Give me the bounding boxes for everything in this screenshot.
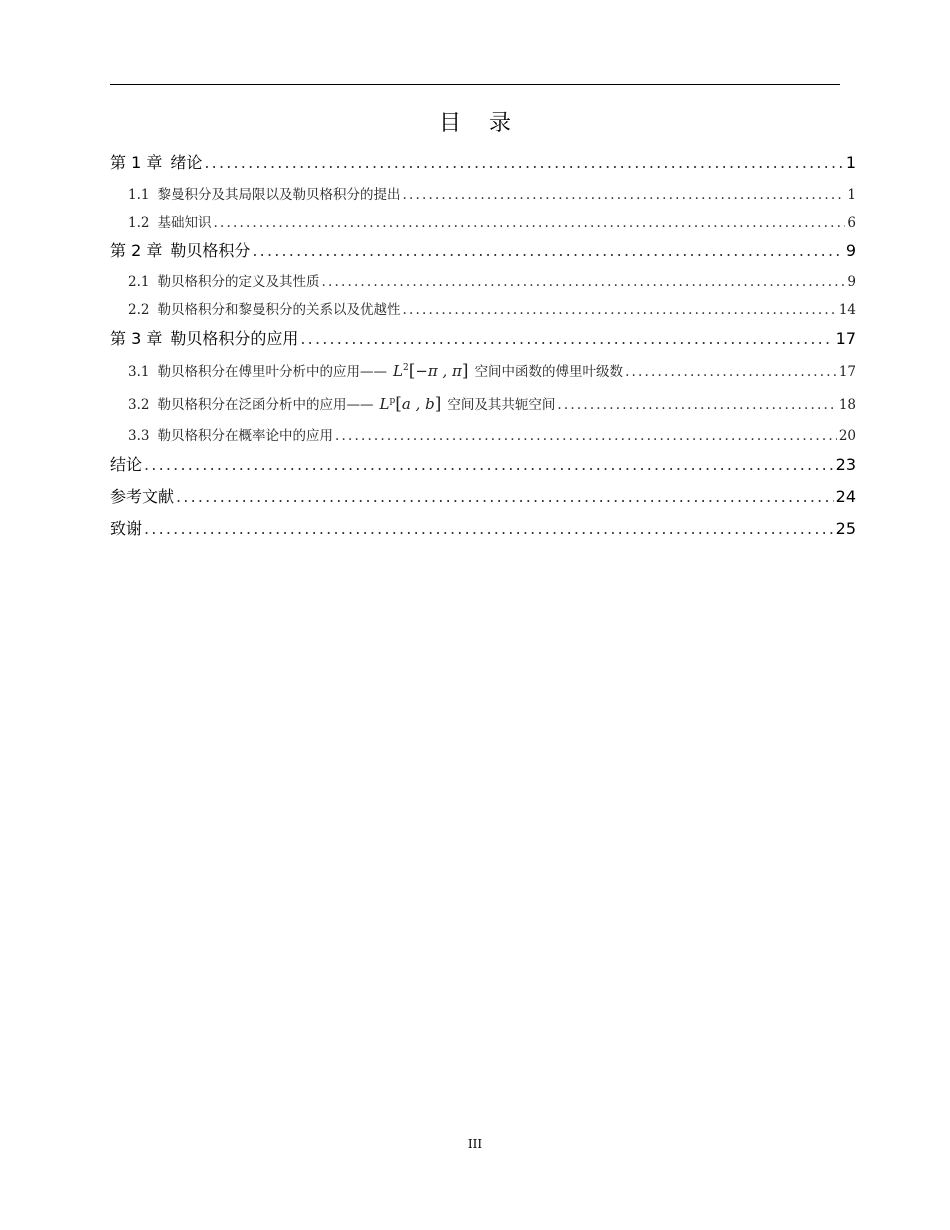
toc-entry-section-2-2[interactable]: [110, 298, 856, 320]
toc-entry-section-3-1[interactable]: [110, 360, 856, 382]
toc-entry-section-1-2[interactable]: [110, 211, 856, 233]
toc-entry-page: 18: [838, 397, 856, 413]
toc-leader-dots: [252, 241, 843, 260]
toc-leader-dots: [335, 428, 837, 444]
toc-leader-dots: [402, 302, 836, 318]
toc-entry-title-suffix: 空间及其共轭空间: [447, 397, 556, 413]
toc-entry-title: 基础知识: [157, 215, 212, 231]
toc-entry-number: 1.1: [128, 187, 150, 203]
page-title: [0, 110, 950, 138]
toc-entry-title: 勒贝格积分的定义及其性质: [157, 274, 320, 290]
toc-entry-title: 黎曼积分及其局限以及勒贝格积分的提出: [157, 187, 401, 203]
toc-entry-chapter-2[interactable]: [110, 238, 856, 262]
toc-entry-title: 勒贝格积分: [170, 241, 251, 260]
toc-leader-dots: [557, 397, 836, 413]
toc-entry-title: 勒贝格积分在概率论中的应用: [157, 428, 333, 444]
toc-entry-title: 参考文献: [110, 487, 175, 506]
toc-entry-section-3-2[interactable]: [110, 393, 856, 415]
toc-entry-page: 17: [838, 364, 856, 380]
title-char-1: 目: [438, 111, 461, 136]
toc-leader-dots: [625, 364, 837, 380]
toc-entry-acknowledgements[interactable]: [110, 516, 856, 540]
toc-entry-title: 勒贝格积分的应用: [170, 329, 299, 348]
toc-entry-page: 25: [835, 519, 856, 538]
toc-entry-number: 3.2: [128, 397, 150, 413]
toc-entry-number: 3.1: [128, 364, 150, 380]
toc-leader-dots: [300, 329, 833, 348]
toc-entry-page: 17: [835, 329, 856, 348]
toc-entry-title: 勒贝格积分和黎曼积分的关系以及优越性: [157, 302, 401, 318]
toc-entry-number: 第 3 章: [110, 329, 163, 348]
page-number-footer: III: [467, 1137, 483, 1151]
toc-entry-page: 14: [838, 302, 856, 318]
toc-entry-title: 勒贝格积分在傅里叶分析中的应用——: [157, 364, 387, 380]
toc-entry-number: 2.1: [128, 274, 150, 290]
toc-entry-number: 1.2: [128, 215, 150, 231]
toc-entry-conclusion[interactable]: [110, 452, 856, 476]
toc-leader-dots: [402, 187, 845, 203]
toc-leader-dots: [204, 153, 843, 172]
toc-entry-page: 23: [835, 455, 856, 474]
toc-entry-title: 绪论: [170, 153, 203, 172]
toc-entry-number: 第 1 章: [110, 153, 163, 172]
toc-entry-number: 3.3: [128, 428, 150, 444]
title-char-2: 录: [489, 111, 512, 136]
toc-leader-dots: [213, 215, 845, 231]
toc-entry-title: 勒贝格积分在泛函分析中的应用——: [157, 397, 374, 413]
toc-leader-dots: [321, 274, 845, 290]
toc-leader-dots: [144, 455, 834, 474]
toc-entry-page: 20: [838, 428, 856, 444]
toc-entry-number: 2.2: [128, 302, 150, 318]
toc-leader-dots: [144, 519, 834, 538]
toc-entry-title: 结论: [110, 455, 143, 474]
toc-entry-title-suffix: 空间中函数的傅里叶级数: [474, 364, 624, 380]
math-formula-l2: $L^2[-\pi$ , π]: [392, 361, 469, 381]
toc-entry-page: 1: [845, 153, 856, 172]
toc-entry-section-2-1[interactable]: [110, 270, 856, 292]
toc-entry-page: 1: [847, 187, 856, 203]
toc-entry-page: 24: [835, 487, 856, 506]
toc-entry-page: 6: [847, 215, 856, 231]
toc-entry-section-3-3[interactable]: [110, 424, 856, 446]
toc-entry-title: 致谢: [110, 519, 143, 538]
math-formula-lp: $L^p[a$ , b]: [379, 394, 442, 414]
toc-entry-chapter-1[interactable]: [110, 150, 856, 174]
toc-entry-number: 第 2 章: [110, 241, 163, 260]
toc-entry-section-1-1[interactable]: [110, 183, 856, 205]
toc-entry-page: 9: [845, 241, 856, 260]
header-rule: [110, 84, 840, 85]
toc-entry-page: 9: [847, 274, 856, 290]
toc-leader-dots: [176, 487, 834, 506]
toc-entry-references[interactable]: [110, 484, 856, 508]
toc-entry-chapter-3[interactable]: [110, 326, 856, 350]
